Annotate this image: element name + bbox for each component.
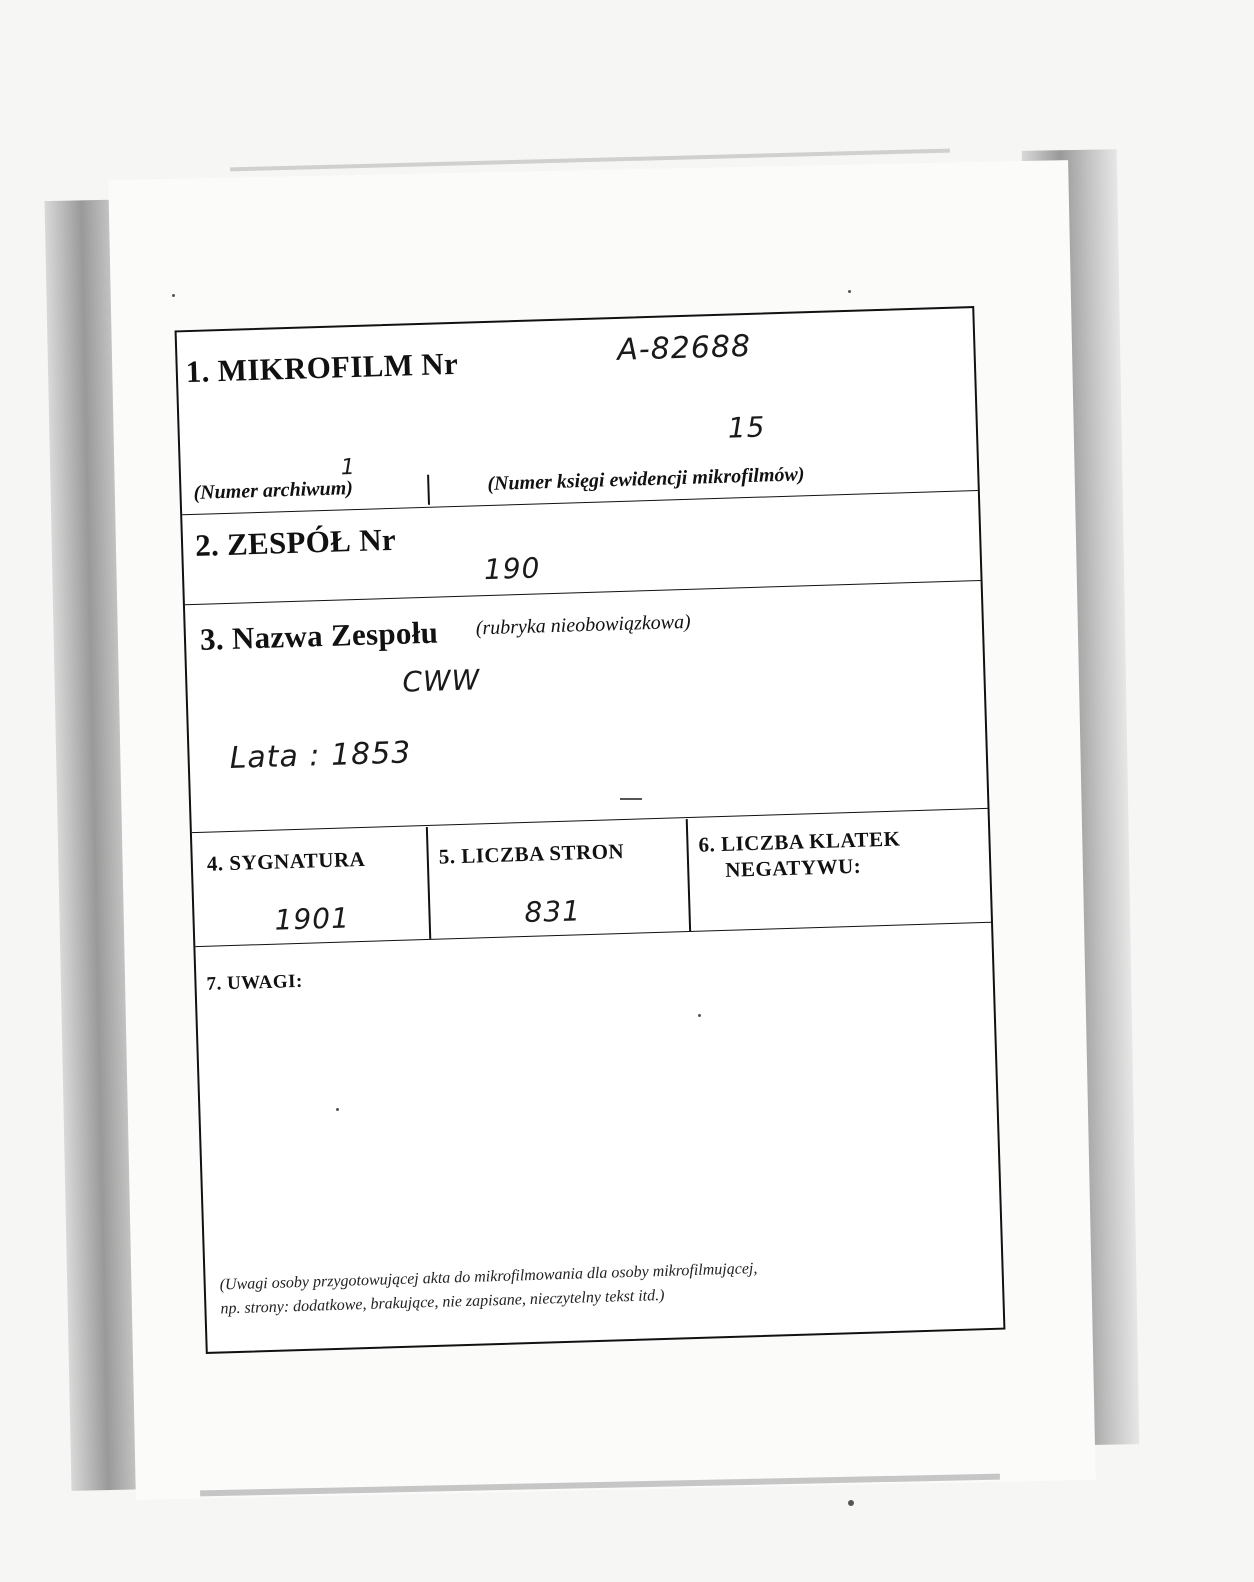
label-separator bbox=[427, 475, 430, 505]
frame-count-label-line2: NEGATYWU: bbox=[724, 853, 862, 882]
fonds-name-value: CWW bbox=[401, 663, 481, 699]
register-number-label: (Numer księgi ewidencji mikrofilmów) bbox=[487, 463, 805, 495]
fonds-number-value: 190 bbox=[483, 551, 541, 587]
signature-label: 4. SYGNATURA bbox=[206, 846, 366, 876]
fonds-name-optional-note: (rubryka nieobowiązkowa) bbox=[475, 610, 692, 640]
scan-speck bbox=[848, 290, 851, 293]
remarks-instruction-line2: np. strony: dodatkowe, brakujące, nie zapisane, nieczytelny tekst itd.) bbox=[220, 1286, 665, 1318]
fonds-name-label: 3. Nazwa Zespołu bbox=[199, 614, 439, 657]
fonds-name-section bbox=[185, 580, 988, 833]
register-number-value: 15 bbox=[727, 410, 766, 445]
scan-speck bbox=[848, 1500, 854, 1506]
scan-speck bbox=[172, 294, 175, 297]
remarks-label: 7. UWAGI: bbox=[206, 970, 304, 995]
page-count-value: 831 bbox=[523, 894, 582, 930]
microfilm-form-card bbox=[175, 306, 1006, 1354]
column-divider-1 bbox=[426, 827, 431, 939]
fonds-number-label: 2. ZESPÓŁ Nr bbox=[194, 521, 397, 563]
archive-number-label: (Numer archiwum) bbox=[193, 477, 354, 504]
microfilm-number-value: A-82688 bbox=[616, 328, 752, 368]
scan-speck bbox=[336, 1108, 339, 1111]
signature-value: 1901 bbox=[274, 901, 351, 937]
microfilm-number-section bbox=[177, 308, 978, 515]
remarks-section bbox=[195, 924, 1003, 1352]
scan-speck bbox=[698, 1014, 701, 1017]
column-divider-2 bbox=[686, 819, 691, 931]
remarks-instruction-line1: (Uwagi osoby przygotowującej akta do mikrofilmowania dla osoby mikrofilmującej, bbox=[219, 1260, 758, 1294]
scan-speck bbox=[620, 798, 642, 800]
years-note: Lata : 1853 bbox=[229, 735, 412, 776]
archive-number-value: 1 bbox=[340, 454, 357, 481]
microfilm-number-label: 1. MIKROFILM Nr bbox=[185, 345, 459, 390]
page-count-label: 5. LICZBA STRON bbox=[438, 838, 625, 869]
frame-count-label-line1: 6. LICZBA KLATEK bbox=[698, 826, 901, 857]
